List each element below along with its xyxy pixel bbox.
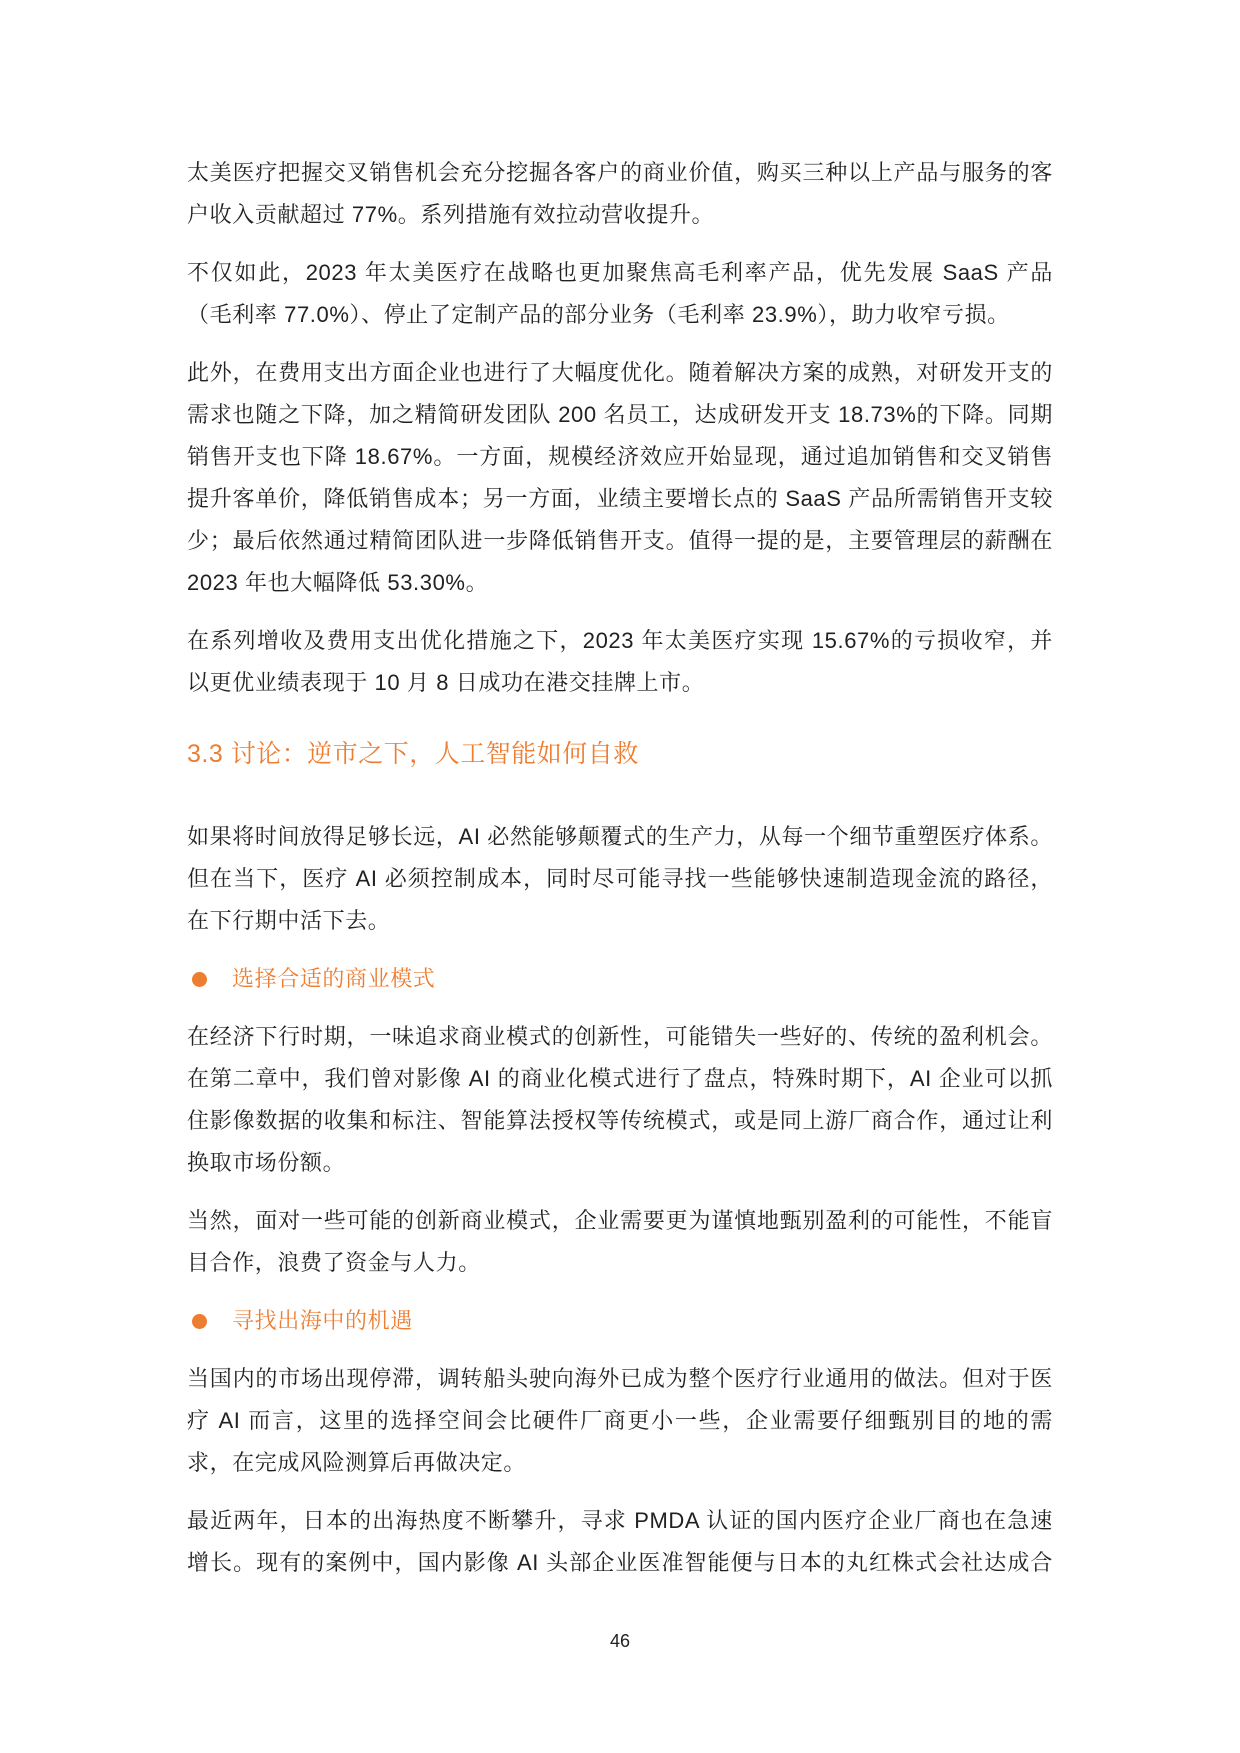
paragraph-overseas-market: 当国内的市场出现停滞，调转船头驶向海外已成为整个医疗行业通用的做法。但对于医疗 AI 而言，这里的选择空间会比硬件厂商更小一些，企业需要仔细甄别目的地的需求，在完成风险测算后再做决定。 [187, 1366, 1053, 1475]
paragraph-expense-optimization: 此外，在费用支出方面企业也进行了大幅度优化。随着解决方案的成熟，对研发开支的需求也随之下降，加之精简研发团队 200 名员工，达成研发开支 18.73%的下降。同期销售开支也下降 18.67%。一方面，规模经济效应开始显现，通过追加销售和交叉销售提升客单价，降低销售成本；另一方面，业绩主要增长点的 SaaS 产品所需销售开支较少；最后依然通过精简团队进一步降低销售开支。值得一提的是，主要管理层的薪酬在 2023 年也大幅降低 53.30%。 [187, 360, 1053, 595]
paragraph-taimei-cross-selling: 太美医疗把握交叉销售机会充分挖掘各客户的商业价值，购买三种以上产品与服务的客户收入贡献超过 77%。系列措施有效拉动营收提升。 [187, 160, 1053, 227]
bullet-dot-icon [192, 1314, 207, 1329]
paragraph-saas-focus: 不仅如此，2023 年太美医疗在战略也更加聚焦高毛利率产品，优先发展 SaaS 产品（毛利率 77.0%）、停止了定制产品的部分业务（毛利率 23.9%），助力收窄亏损。 [187, 260, 1053, 327]
bullet-item-overseas-opportunity [187, 1300, 1053, 1342]
paragraph-traditional-models: 在经济下行时期，一味追求商业模式的创新性，可能错失一些好的、传统的盈利机会。在第二章中，我们曾对影像 AI 的商业化模式进行了盘点，特殊时期下，AI 企业可以抓住影像数据的收集和标注、智能算法授权等传统模式，或是同上游厂商合作，通过让利换取市场份额。 [187, 1024, 1053, 1175]
page-content [187, 152, 1053, 1600]
section-heading-3-3: 3.3 讨论：逆市之下，人工智能如何自救 [187, 740, 639, 768]
bullet-label: 选择合适的商业模式 [232, 966, 436, 991]
page-number: 46 [609, 1631, 631, 1651]
bullet-item-business-model [187, 958, 1053, 1000]
paragraph-japan-pmda: 最近两年，日本的出海热度不断攀升，寻求 PMDA 认证的国内医疗企业厂商也在急速增长。现有的案例中，国内影像 AI 头部企业医准智能便与日本的丸红株式会社达成合 [187, 1508, 1053, 1575]
bullet-dot-icon [192, 972, 207, 987]
paragraph-ipo-listing: 在系列增收及费用支出优化措施之下，2023 年太美医疗实现 15.67%的亏损收窄，并以更优业绩表现于 10 月 8 日成功在港交挂牌上市。 [187, 628, 1053, 695]
bullet-label: 寻找出海中的机遇 [232, 1308, 413, 1333]
paragraph-cautious-cooperation: 当然，面对一些可能的创新商业模式，企业需要更为谨慎地甄别盈利的可能性，不能盲目合作，浪费了资金与人力。 [187, 1208, 1053, 1275]
paragraph-section-intro: 如果将时间放得足够长远，AI 必然能够颠覆式的生产力，从每一个细节重塑医疗体系。但在当下，医疗 AI 必须控制成本，同时尽可能寻找一些能够快速制造现金流的路径，在下行期中活下去。 [187, 824, 1053, 933]
